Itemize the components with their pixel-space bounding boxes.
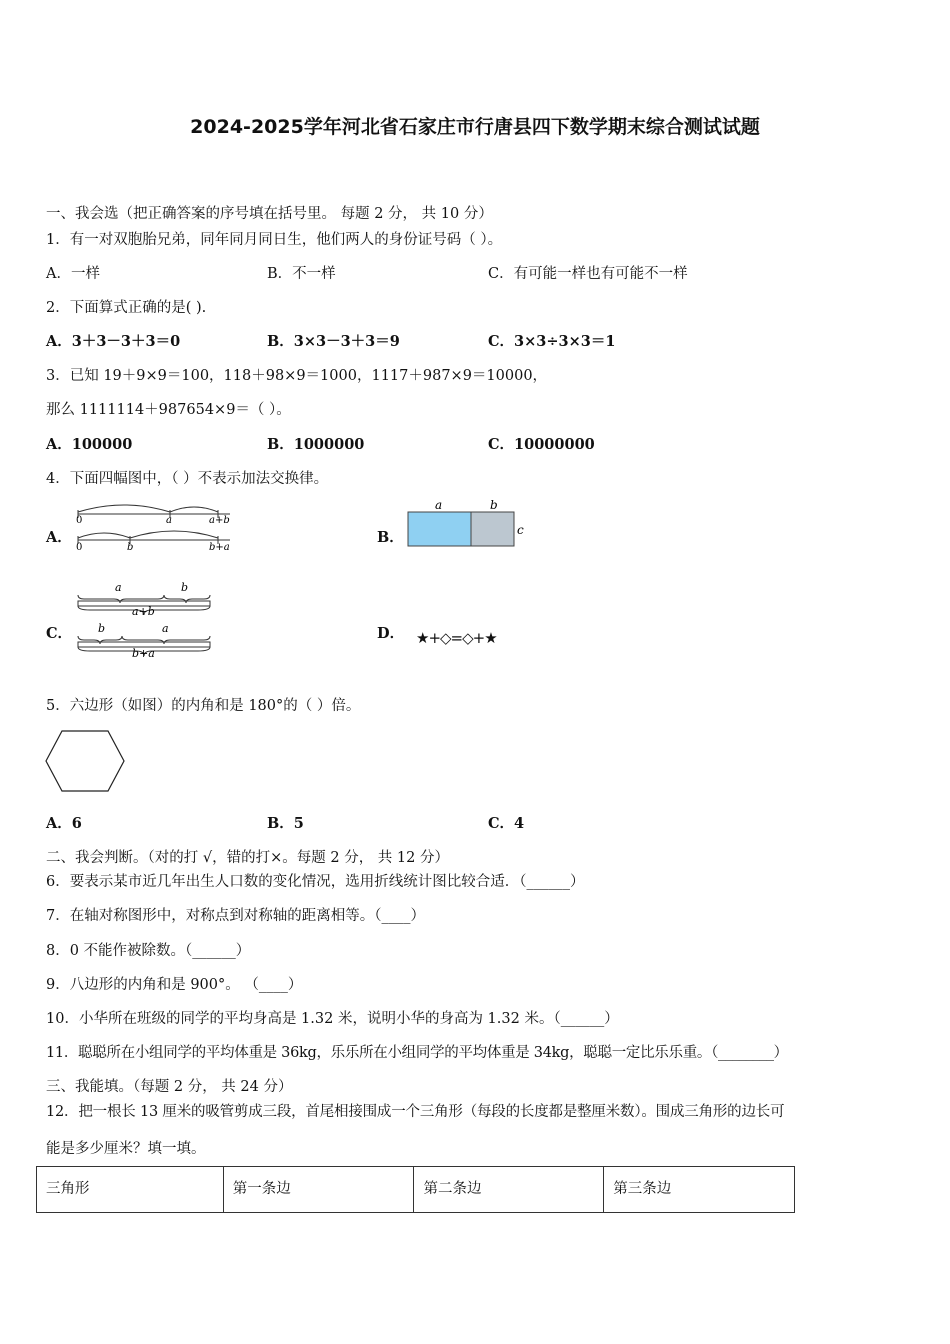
q4-label-b: B．: [377, 529, 404, 546]
hexagon-figure: [44, 728, 128, 794]
figC-top-a: a: [115, 581, 122, 594]
figB-right-rect: [471, 512, 514, 546]
q4-figure-d: ★+◇=◇+★: [416, 629, 497, 647]
table-header-cell: 第二条边: [414, 1167, 604, 1213]
question-3-line1: 3．已知 19＋9×9＝100，118＋98×9＝1000，1117＋987×9＝10000，: [46, 368, 548, 384]
q5-option-a: A．6: [46, 815, 82, 832]
q4-label-d: D．: [377, 625, 405, 642]
section2-heading: 二、我会判断。（对的打 √，错的打×。每题 2 分， 共 12 分）: [46, 850, 449, 866]
figB-label-a: a: [435, 498, 443, 512]
figC-top-b: b: [181, 581, 189, 594]
q2-option-b: B．3×3－3＋3＝9: [267, 333, 400, 350]
q4-figure-c: [70, 577, 220, 661]
question-7: 7．在轴对称图形中，对称点到对称轴的距离相等。（____）: [46, 908, 425, 924]
q2-option-a: A．3＋3－3＋3＝0: [46, 333, 181, 350]
q1-option-b: B．不一样: [267, 266, 336, 282]
figC-bottom-bpa: b+a: [132, 647, 155, 660]
q1-option-a: A．一样: [46, 266, 100, 282]
question-8: 8．0 不能作被除数。（______）: [46, 943, 251, 959]
q4-figure-b: [400, 496, 535, 552]
figA-label-a: a: [166, 515, 172, 526]
table-header-cell: 第一条边: [223, 1167, 414, 1213]
question-12-line2: 能是多少厘米？填一填。: [46, 1141, 206, 1157]
q1-option-c: C．有可能一样也有可能不一样: [488, 266, 688, 282]
answer-table: [36, 1166, 795, 1213]
table-header-cell: 三角形: [37, 1167, 224, 1213]
q4-figure-a: [70, 496, 240, 552]
question-9: 9．八边形的内角和是 900°。 （____）: [46, 977, 303, 993]
figA-label-bpa: b+a: [209, 542, 230, 552]
question-11: 11．聪聪所在小组同学的平均体重是 36kg，乐乐所在小组同学的平均体重是 34kg，聪聪一定比乐乐重。（________）: [46, 1045, 788, 1061]
page-title: 2024-2025学年河北省石家庄市行唐县四下数学期末综合测试试题: [190, 116, 760, 138]
figB-label-b: b: [490, 498, 498, 512]
section1-heading: 一、我会选（把正确答案的序号填在括号里。 每题 2 分， 共 10 分）: [46, 206, 493, 222]
q2-option-c: C．3×3÷3×3＝1: [488, 333, 616, 350]
question-2: 2．下面算式正确的是( ).: [46, 300, 207, 316]
figC-top-b2: b: [98, 622, 106, 635]
q5-option-b: B．5: [267, 815, 304, 832]
question-5: 5．六边形（如图）的内角和是 180°的（ ）倍。: [46, 698, 361, 714]
table-header-cell: 第三条边: [604, 1167, 795, 1213]
question-3-line2: 那么 1111114＋987654×9＝（ ）。: [46, 402, 291, 418]
question-10: 10．小华所在班级的同学的平均身高是 1.32 米，说明小华的身高为 1.32 米。（______）: [46, 1011, 619, 1027]
question-12-line1: 12．把一根长 13 厘米的吸管剪成三段，首尾相接围成一个三角形（每段的长度都是整厘米数）。围成三角形的边长可: [46, 1104, 785, 1120]
figA-zero-1: 0: [76, 515, 83, 526]
figB-left-rect: [408, 512, 471, 546]
figA-zero-2: 0: [76, 542, 83, 552]
q4-label-c: C．: [46, 625, 73, 642]
q5-option-c: C．4: [488, 815, 525, 832]
question-1: 1．有一对双胞胎兄弟，同年同月同日生，他们两人的身份证号码（ ）。: [46, 232, 503, 248]
section3-heading: 三、我能填。（每题 2 分， 共 24 分）: [46, 1079, 293, 1095]
figB-label-c: c: [517, 523, 524, 537]
question-4: 4．下面四幅图中，（ ）不表示加法交换律。: [46, 471, 329, 487]
table-row: [37, 1167, 795, 1213]
figC-top-a2: a: [162, 622, 169, 635]
q3-option-b: B．1000000: [267, 436, 365, 453]
q3-option-a: A．100000: [46, 436, 133, 453]
q3-option-c: C．10000000: [488, 436, 595, 453]
figA-label-b: b: [127, 542, 134, 552]
figA-label-apb: a+b: [209, 515, 230, 526]
q4-label-a: A．: [46, 529, 72, 546]
question-6: 6．要表示某市近几年出生人口数的变化情况，选用折线统计图比较合适．（______）: [46, 874, 585, 890]
figC-bottom-apb: a+b: [132, 605, 155, 618]
